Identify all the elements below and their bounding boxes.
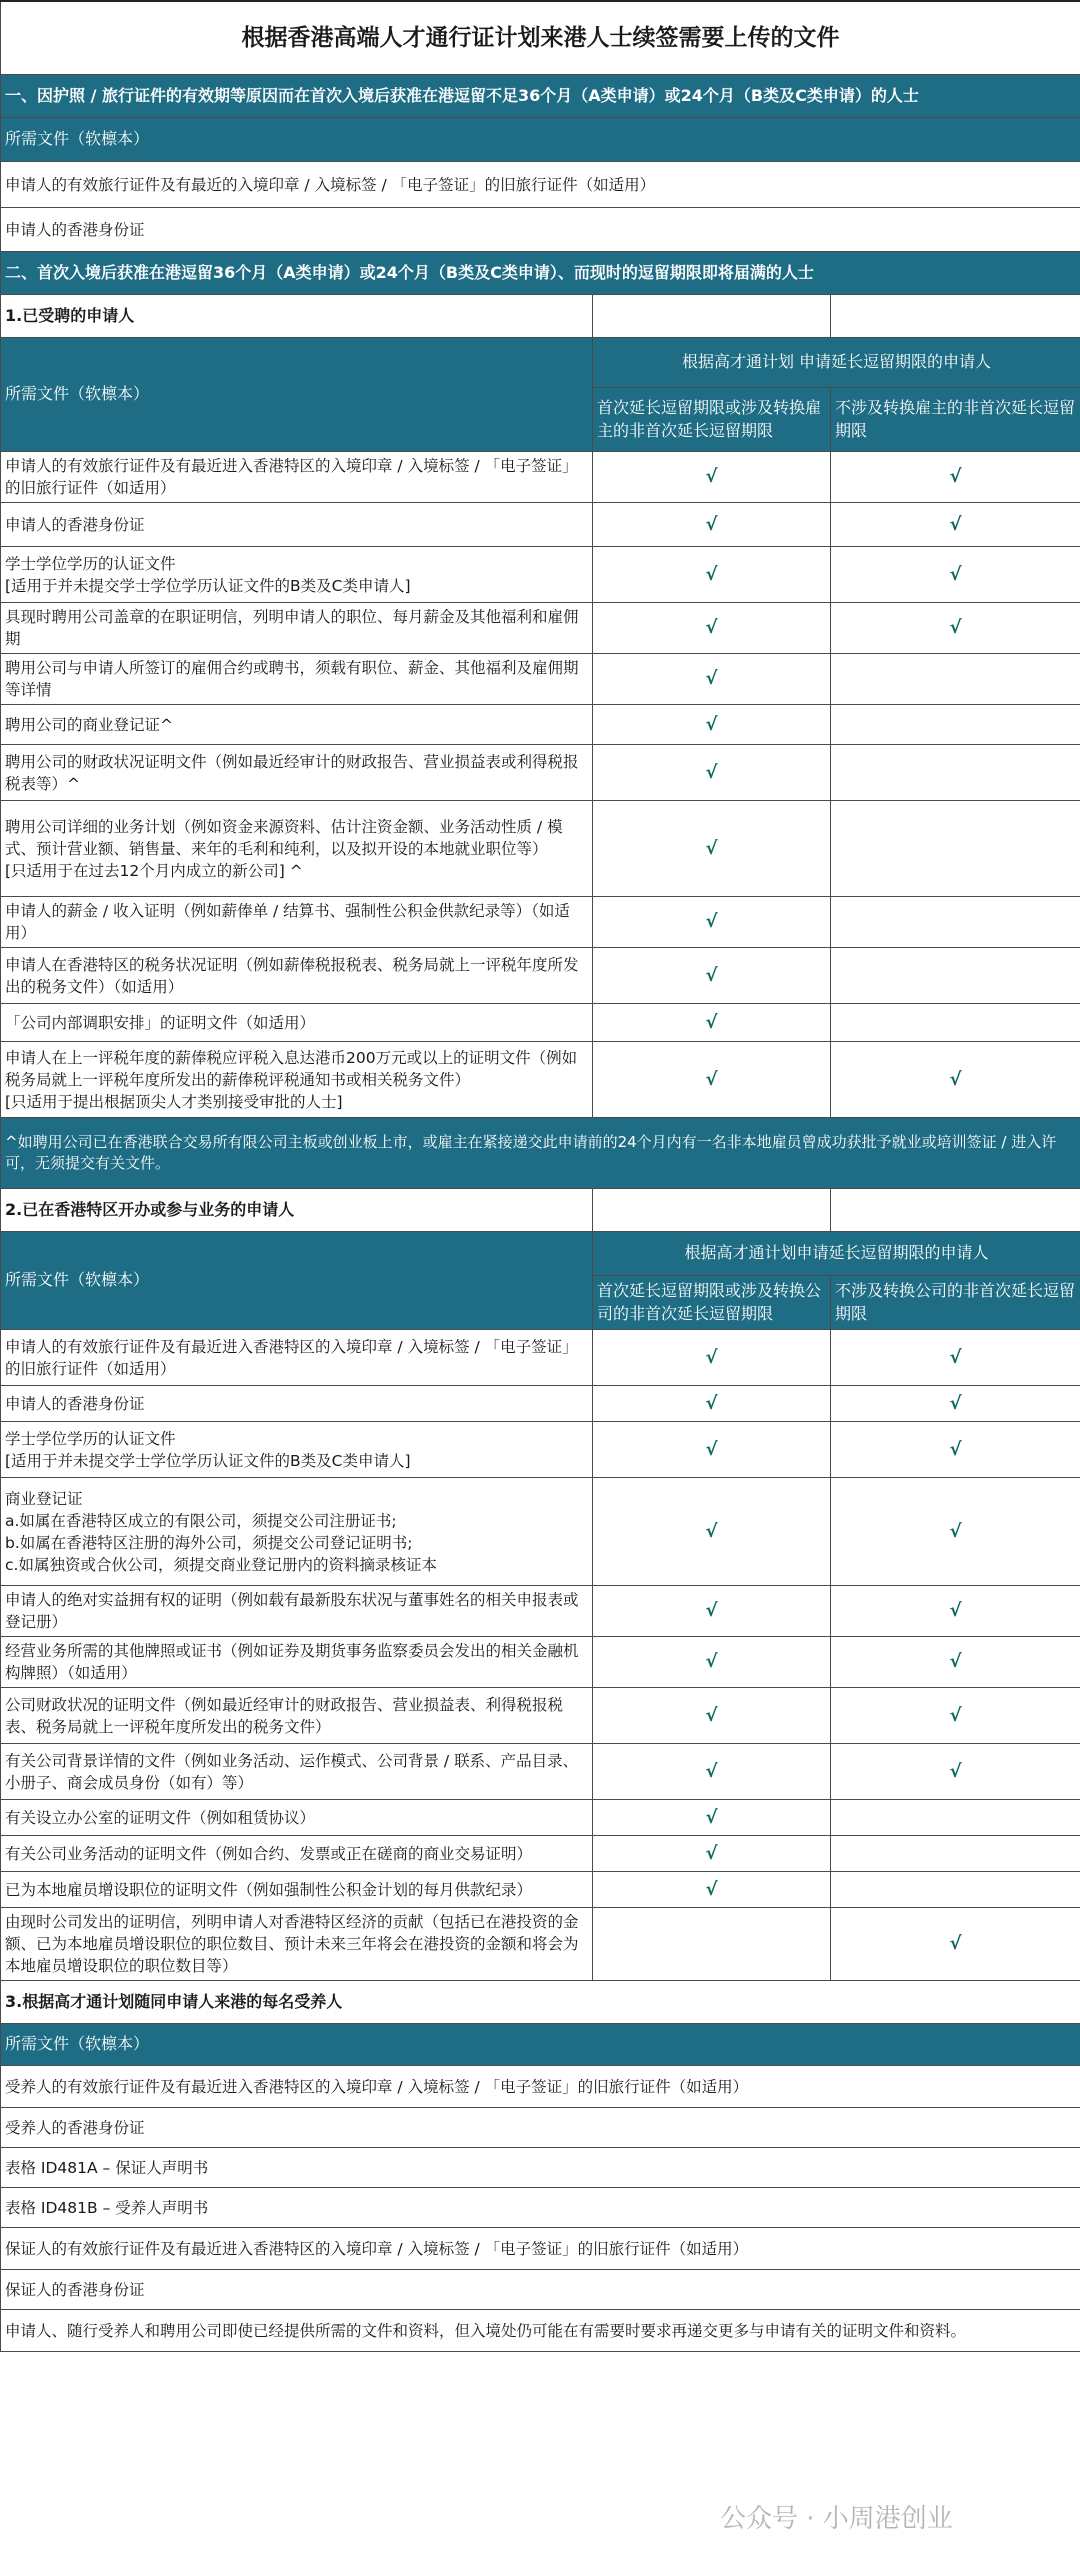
- table-row: [1, 1042, 1080, 1118]
- document-cell: 聘用公司与申请人所签订的雇佣合约或聘书，须载有职位、薪金、其他福利及雇佣期等详情: [1, 654, 593, 705]
- check-mark-col1: √: [593, 1330, 831, 1386]
- check-mark-col1: √: [593, 745, 831, 801]
- check-mark-col2: √: [831, 1422, 1080, 1478]
- check-mark-col2: [831, 745, 1080, 801]
- document-item-cell: 保证人的有效旅行证件及有最近进入香港特区的入境印章 / 入境标签 / 「电子签证」的旧旅行证件（如适用）: [1, 2228, 1080, 2270]
- docs-header: [1, 2024, 1080, 2066]
- section-heading-1-cell: 一、因护照 / 旅行证件的有效期等原因而在首次入境后获准在港逗留不足36个月（A类申请）或24个月（B类及C类申请）的人士: [1, 75, 1080, 118]
- table-row: [1, 705, 1080, 745]
- check-mark-col1: √: [593, 1042, 831, 1118]
- check-mark-col2: √: [831, 1744, 1080, 1800]
- group-header: 根据高才通计划 申请延长逗留期限的申请人: [593, 338, 1080, 388]
- check-mark-col1: √: [593, 1004, 831, 1042]
- column-header-renewal: 不涉及转换雇主的非首次延长逗留期限: [831, 388, 1080, 452]
- check-mark-col2: [831, 1004, 1080, 1042]
- table-row: [1, 1386, 1080, 1422]
- document-cell: 学士学位学历的认证文件 [适用于并未提交学士学位学历认证文件的B类及C类申请人]: [1, 547, 593, 603]
- document-cell: 申请人的香港身份证: [1, 1386, 593, 1422]
- document-cell: 公司财政状况的证明文件（例如最近经审计的财政报告、营业损益表、利得税报税表、税务局就上一评税年度所发出的税务文件）: [1, 1688, 593, 1744]
- check-mark-col1: √: [593, 452, 831, 503]
- section-heading-1: [1, 75, 1080, 118]
- docs-header: [1, 118, 1080, 162]
- check-mark-col1: √: [593, 1836, 831, 1872]
- table-row: [1, 1004, 1080, 1042]
- document-item: [1, 2310, 1080, 2352]
- table-row: [1, 897, 1080, 948]
- check-mark-col2: [831, 801, 1080, 897]
- document-cell: 聘用公司的财政状况证明文件（例如最近经审计的财政报告、营业损益表或利得税报税表等）^: [1, 745, 593, 801]
- document-cell: 有关公司背景详情的文件（例如业务活动、运作模式、公司背景 / 联系、产品目录、小册子、商会成员身份（如有）等）: [1, 1744, 593, 1800]
- table-row: [1, 1688, 1080, 1744]
- docs-header-cell: 所需文件（软檩本）: [1, 2024, 1080, 2066]
- check-mark-col1: √: [593, 503, 831, 547]
- section-heading-2: [1, 252, 1080, 295]
- document-item: [1, 2228, 1080, 2270]
- check-mark-col1: √: [593, 948, 831, 1004]
- check-mark-col2: √: [831, 1688, 1080, 1744]
- document-item: [1, 2270, 1080, 2310]
- check-mark-col1: √: [593, 1872, 831, 1908]
- document-item: [1, 162, 1080, 208]
- check-mark-col1: √: [593, 1744, 831, 1800]
- check-mark-col2: [831, 705, 1080, 745]
- check-mark-col2: [831, 897, 1080, 948]
- document-cell: 具现时聘用公司盖章的在职证明信，列明申请人的职位、每月薪金及其他福利和雇佣期: [1, 603, 593, 654]
- document-cell: 商业登记证 a.如属在香港特区成立的有限公司，须提交公司注册证书; b.如属在香港特区注册的海外公司，须提交公司登记证明书; c.如属独资或合伙公司，须提交商业登记册内的资料摘录核证本: [1, 1478, 593, 1586]
- check-mark-col2: √: [831, 1478, 1080, 1586]
- check-mark-col2: √: [831, 1586, 1080, 1637]
- document-item-cell: 保证人的香港身份证: [1, 2270, 1080, 2310]
- table-row: [1, 801, 1080, 897]
- empty-cell: [831, 1189, 1080, 1232]
- table-row: [1, 547, 1080, 603]
- document-cell: 聘用公司详细的业务计划（例如资金来源资料、估计注资金额、业务活动性质 / 模式、预计营业额、销售量、来年的毛利和纯利，以及拟开设的本地就业职位等） [只适用于在过去12个月内成立的新公司] ^: [1, 801, 593, 897]
- check-mark-col1: √: [593, 654, 831, 705]
- document-item: [1, 2148, 1080, 2188]
- document-cell: 申请人的薪金 / 收入证明（例如薪俸单 / 结算书、强制性公积金供款纪录等）（如适用）: [1, 897, 593, 948]
- document-cell: 申请人的有效旅行证件及有最近进入香港特区的入境印章 / 入境标签 / 「电子签证」的旧旅行证件（如适用）: [1, 1330, 593, 1386]
- page-title-cell: 根据香港高端人才通行证计划来港人士续签需要上传的文件: [1, 1, 1080, 75]
- check-mark-col2: [831, 1836, 1080, 1872]
- column-header-first: 首次延长逗留期限或涉及转换雇主的非首次延长逗留期限: [593, 388, 831, 452]
- watermark: 公众号 · 小周港创业: [720, 2504, 953, 2534]
- document-item: [1, 2108, 1080, 2148]
- empty-cell: [831, 295, 1080, 338]
- table-row: [1, 452, 1080, 503]
- document-item-cell: 表格 ID481A – 保证人声明书: [1, 2148, 1080, 2188]
- table-row: [1, 1908, 1080, 1981]
- check-mark-col2: √: [831, 1908, 1080, 1981]
- empty-cell: [593, 295, 831, 338]
- check-mark-col2: √: [831, 1386, 1080, 1422]
- check-mark-col2: √: [831, 603, 1080, 654]
- check-mark-col1: √: [593, 705, 831, 745]
- document-item: [1, 2066, 1080, 2108]
- document-cell: 有关设立办公室的证明文件（例如租赁协议）: [1, 1800, 593, 1836]
- table-row: [1, 1586, 1080, 1637]
- page-title: [1, 1, 1080, 75]
- document-item: [1, 2188, 1080, 2228]
- table-row: [1, 1800, 1080, 1836]
- part1-title: 1.已受聘的申请人: [1, 295, 593, 338]
- document-item-cell: 表格 ID481B – 受养人声明书: [1, 2188, 1080, 2228]
- document-item-cell: 申请人的有效旅行证件及有最近的入境印章 / 入境标签 / 「电子签证」的旧旅行证件（如适用）: [1, 162, 1080, 208]
- check-mark-col1: √: [593, 547, 831, 603]
- table-row: [1, 603, 1080, 654]
- part3-title: 3.根据高才通计划随同申请人来港的每名受养人: [1, 1981, 1080, 2024]
- section-heading-2-cell: 二、首次入境后获准在港逗留36个月（A类申请）或24个月（B类及C类申请）、而现时的逗留期限即将届满的人士: [1, 252, 1080, 295]
- check-mark-col1: √: [593, 603, 831, 654]
- table-row: [1, 1744, 1080, 1800]
- check-mark-col1: √: [593, 1637, 831, 1688]
- document-item: [1, 208, 1080, 252]
- document-cell: 有关公司业务活动的证明文件（例如合约、发票或正在磋商的商业交易证明）: [1, 1836, 593, 1872]
- document-cell: 由现时公司发出的证明信，列明申请人对香港特区经济的贡献（包括已在港投资的金额、已为本地雇员增设职位的职位数目、预计未来三年将会在港投资的金额和将会为本地雇员增设职位的职位数目等）: [1, 1908, 593, 1981]
- check-mark-col1: √: [593, 1688, 831, 1744]
- check-mark-col1: √: [593, 897, 831, 948]
- document-item-cell: 申请人的香港身份证: [1, 208, 1080, 252]
- table-row: [1, 1478, 1080, 1586]
- document-cell: 聘用公司的商业登记证^: [1, 705, 593, 745]
- check-mark-col1: √: [593, 801, 831, 897]
- check-mark-col2: √: [831, 547, 1080, 603]
- column-header-row: [1, 1232, 1080, 1276]
- document-cell: 「公司内部调职安排」的证明文件（如适用）: [1, 1004, 593, 1042]
- table-row: [1, 1330, 1080, 1386]
- part2-title: 2.已在香港特区开办或参与业务的申请人: [1, 1189, 593, 1232]
- document-cell: 申请人的香港身份证: [1, 503, 593, 547]
- check-mark-col1: [593, 1908, 831, 1981]
- check-mark-col2: √: [831, 452, 1080, 503]
- document-cell: 申请人的绝对实益拥有权的证明（例如载有最新股东状况与董事姓名的相关申报表或登记册）: [1, 1586, 593, 1637]
- check-mark-col1: √: [593, 1800, 831, 1836]
- docs-header-cell: 所需文件（软檩本）: [1, 118, 1080, 162]
- table-row: [1, 503, 1080, 547]
- check-mark-col1: √: [593, 1586, 831, 1637]
- column-header-first: 首次延长逗留期限或涉及转换公司的非首次延长逗留期限: [593, 1276, 831, 1330]
- table-row: [1, 1872, 1080, 1908]
- check-mark-col1: √: [593, 1478, 831, 1586]
- column-header-row: [1, 338, 1080, 388]
- check-mark-col2: √: [831, 1330, 1080, 1386]
- document-cell: 申请人的有效旅行证件及有最近进入香港特区的入境印章 / 入境标签 / 「电子签证」的旧旅行证件（如适用）: [1, 452, 593, 503]
- table-row: [1, 948, 1080, 1004]
- check-mark-col2: [831, 1800, 1080, 1836]
- check-mark-col1: √: [593, 1386, 831, 1422]
- docs-header: 所需文件（软檩本）: [1, 1232, 593, 1330]
- table-row: [1, 1836, 1080, 1872]
- check-mark-col2: [831, 654, 1080, 705]
- table-row: [1, 654, 1080, 705]
- document-cell: 申请人在香港特区的税务状况证明（例如薪俸税报税表、税务局就上一评税年度所发出的税务文件）（如适用）: [1, 948, 593, 1004]
- part3-title-row: [1, 1981, 1080, 2024]
- empty-cell: [593, 1189, 831, 1232]
- check-mark-col2: [831, 1872, 1080, 1908]
- check-mark-col2: √: [831, 1637, 1080, 1688]
- group-header: 根据高才通计划申请延长逗留期限的申请人: [593, 1232, 1080, 1276]
- check-mark-col2: [831, 948, 1080, 1004]
- column-header-renewal: 不涉及转换公司的非首次延长逗留期限: [831, 1276, 1080, 1330]
- footnote: [1, 1118, 1080, 1189]
- document-cell: 经营业务所需的其他牌照或证书（例如证券及期货事务监察委员会发出的相关金融机构牌照）（如适用）: [1, 1637, 593, 1688]
- document-item-cell: 受养人的有效旅行证件及有最近进入香港特区的入境印章 / 入境标签 / 「电子签证」的旧旅行证件（如适用）: [1, 2066, 1080, 2108]
- document-cell: 已为本地雇员增设职位的证明文件（例如强制性公积金计划的每月供款纪录）: [1, 1872, 593, 1908]
- part1-title-row: [1, 295, 1080, 338]
- table-row: [1, 1422, 1080, 1478]
- check-mark-col2: √: [831, 1042, 1080, 1118]
- docs-header: 所需文件（软檩本）: [1, 338, 593, 452]
- table-row: [1, 1637, 1080, 1688]
- footnote-cell: ^如聘用公司已在香港联合交易所有限公司主板或创业板上市，或雇主在紧接递交此申请前的24个月内有一名非本地雇员曾成功获批予就业或培训签证 / 进入许可，无须提交有关文件。: [1, 1118, 1080, 1189]
- document-item-cell: 受养人的香港身份证: [1, 2108, 1080, 2148]
- table-row: [1, 745, 1080, 801]
- part2-title-row: [1, 1189, 1080, 1232]
- document-cell: 申请人在上一评税年度的薪俸税应评税入息达港币200万元或以上的证明文件（例如税务局就上一评税年度所发出的薪俸税评税通知书或相关税务文件） [只适用于提出根据顶尖人才类别接受审批的人士]: [1, 1042, 593, 1118]
- document-cell: 学士学位学历的认证文件 [适用于并未提交学士学位学历认证文件的B类及C类申请人]: [1, 1422, 593, 1478]
- document-item-cell: 申请人、随行受养人和聘用公司即使已经提供所需的文件和资料，但入境处仍可能在有需要时要求再递交更多与申请有关的证明文件和资料。: [1, 2310, 1080, 2352]
- check-mark-col1: √: [593, 1422, 831, 1478]
- check-mark-col2: √: [831, 503, 1080, 547]
